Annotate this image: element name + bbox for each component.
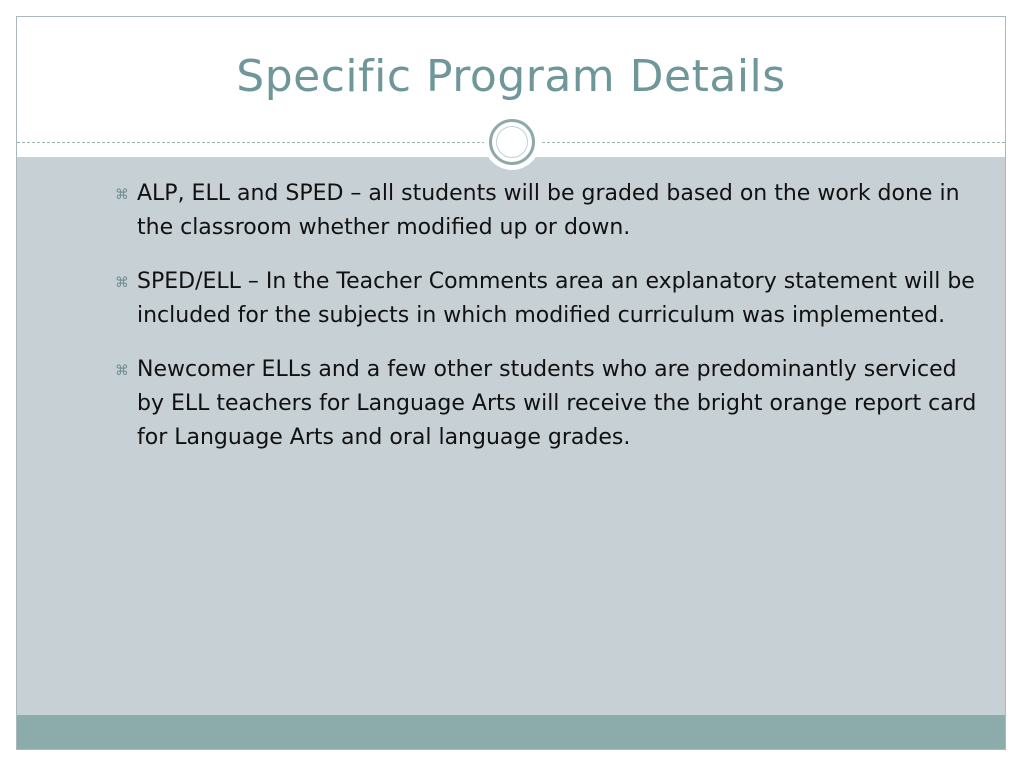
- circle-ornament-icon: [484, 114, 540, 170]
- slide: [16, 16, 1006, 750]
- bullet-text: Newcomer ELLs and a few other students who are predominantly serviced by ELL teachers for Language Arts will receive the bright orange report card for Language Arts and oral language grades.: [137, 357, 977, 450]
- bullet-item: [113, 265, 983, 333]
- x-mark-bullet-icon: ⌘: [115, 363, 129, 379]
- bullet-item: [113, 177, 983, 245]
- slide-title: Specific Program Details: [236, 51, 786, 102]
- ornament-inner-ring: [496, 126, 528, 158]
- bullet-item: [113, 353, 983, 455]
- x-mark-bullet-icon: ⌘: [115, 187, 129, 203]
- bullet-text: SPED/ELL – In the Teacher Comments area an explanatory statement will be included for the subjects in which modified curriculum was implemented.: [137, 269, 975, 328]
- bullet-list: [113, 177, 983, 475]
- footer-bar: [17, 715, 1005, 749]
- ornament-ring: [489, 119, 535, 165]
- bullet-text: ALP, ELL and SPED – all students will be graded based on the work done in the classroom whether modified up or down.: [137, 181, 960, 240]
- x-mark-bullet-icon: ⌘: [115, 275, 129, 291]
